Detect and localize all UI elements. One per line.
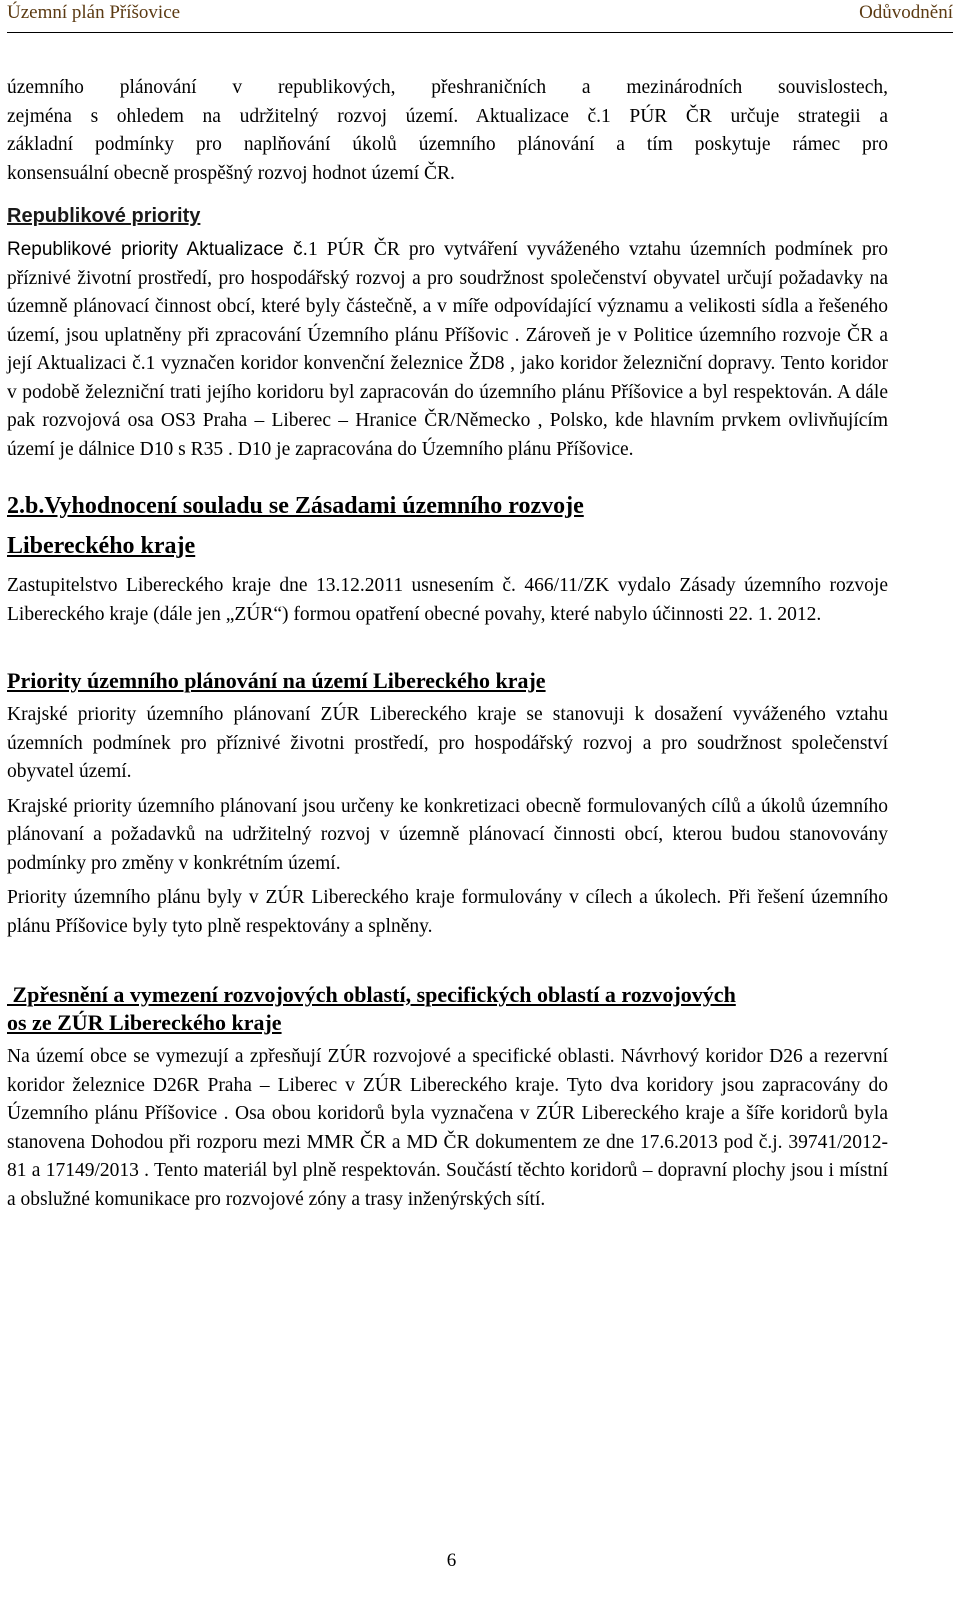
section-2b-heading-line2: Libereckého kraje [7, 533, 196, 559]
regional-priorities-paragraph-2: Krajské priority územního plánovaní jsou určeny ke konkretizaci obecně formulovaných cílů a úkolů územního plánovaní a požadavků na udržitelný rozvoj v územně plánovací činnosti obcí, kterou budou stanovovány podmínky pro změny v konkrétním území. [7, 795, 888, 874]
intro-paragraph [7, 74, 888, 188]
page-content [7, 74, 888, 1214]
development-areas-heading [7, 981, 888, 1037]
intro-line: základní podmínky pro naplňování úkolů územního plánování a tím poskytuje rámec pro [7, 134, 888, 155]
section-2b-paragraph: Zastupitelstvo Libereckého kraje dne 13.12.2011 usnesením č. 466/11/ZK vydalo Zásady územního rozvoje Libereckého kraje (dále jen „ZÚR“) formou opatření obecné povahy, které nabylo účinnosti 22. 1. 2012. [7, 575, 888, 625]
development-areas-heading-line1: Zpřesnění a vymezení rozvojových oblastí, specifických oblastí a rozvojových [7, 982, 736, 1007]
regional-priorities-paragraph-3: Priority územního plánu byly v ZÚR Libereckého kraje formulovány v cílech a úkolech. Při řešení územního plánu Příšovice byly tyto plně respektovány a splněny. [7, 887, 888, 937]
page-number: 6 [446, 1550, 457, 1571]
regional-priorities-heading: Priority územního plánování na území Libereckého kraje [7, 668, 546, 693]
republic-priorities-heading: Republikové priority [7, 205, 201, 227]
republic-priorities-text: 1 PÚR ČR pro vytváření vyváženého vztahu územních podmínek pro příznivé životní prostředí, pro hospodářský rozvoj a pro soudržnost společenství obyvatel určují požadavky na územně plánovací činnost obcí, které byly částečně, a v míře odpovídající významu a velikosti sídla a řešeného území, jsou uplatněny při zpracování Územního plánu Příšovic . Zároveň je v Politice územního rozvoje ČR a její Aktualizaci č.1 vyznačen koridor konvenční železnice ŽD8 , jako koridor železniční dopravy. Tento koridor v podobě železniční trati jejího koridoru byl zapracován do územního plánu Příšovice a byl respektován. A dále pak rozvojová osa OS3 Praha – Liberec – Hranice ČR/Německo , Polsko, kde hlavním prvkem ovlivňujícím území je dálnice D10 s R35 . D10 je zapracována do Územního plánu Příšovice. [7, 239, 888, 460]
section-2b-heading [7, 486, 888, 566]
header-document-title: Územní plán Příšovice [7, 2, 181, 23]
development-areas-paragraph: Na území obce se vymezují a zpřesňují ZÚR rozvojové a specifické oblasti. Návrhový koridor D26 a rezervní koridor železnice D26R Praha – Liberec v ZÚR Libereckého kraje. Tyto dva koridory jsou zapracovány do Územního plánu Příšovice . Osa obou koridorů byla vyznačena v ZÚR Libereckého kraje a šíře koridorů byla stanovena Dohodou při rozporu mezi MMR ČR a MD ČR dokumentem ze dne 17.6.2013 pod č.j. 39741/2012-81 a 17149/2013 . Tento materiál byl plně respektován. Součástí těchto koridorů – dopravní plochy jsou i místní a obslužné komunikace pro rozvojové zóny a trasy inženýrských sítí. [7, 1046, 888, 1210]
section-2b-heading-line1: 2.b.Vyhodnocení souladu se Zásadami územního rozvoje [7, 493, 584, 519]
development-areas-heading-line2: os ze ZÚR Libereckého kraje [7, 1010, 282, 1035]
page-header [7, 0, 953, 33]
intro-line: zejména s ohledem na udržitelný rozvoj území. Aktualizace č.1 PÚR ČR určuje strategii a [7, 105, 888, 127]
republic-priorities-lead: Republikové priority Aktualizace č. [7, 239, 308, 260]
intro-line: konsensuální obecně prospěšný rozvoj hodnot území ČR. [7, 162, 455, 184]
intro-line: územního plánování v republikových, přeshraničních a mezinárodních souvislostech, [7, 77, 888, 98]
regional-priorities-paragraph-1: Krajské priority územního plánovaní ZÚR Libereckého kraje se stanovuji k dosažení vyváženého vztahu územních podmínek pro příznivé životni prostředí, pro hospodářský rozvoj a pro soudržnost společenství obyvatel území. [7, 704, 888, 782]
republic-priorities-paragraph [7, 236, 888, 464]
header-section-title: Odůvodnění [859, 2, 953, 23]
